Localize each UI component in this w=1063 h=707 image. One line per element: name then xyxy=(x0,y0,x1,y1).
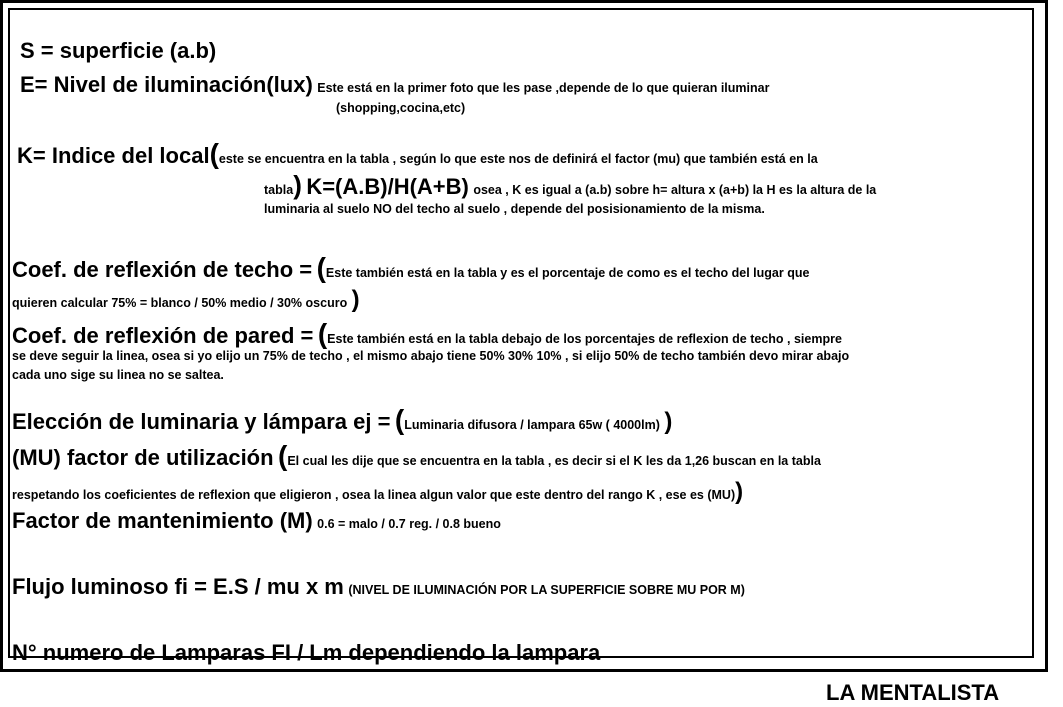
indice-formula-note: osea , K es igual a (a.b) sobre h= altura x (a+b) la H es la altura de la xyxy=(473,183,877,197)
line-factor-utilizacion xyxy=(12,440,821,472)
coef-pared-paren-open: ( xyxy=(317,318,328,349)
coef-pared-note-3: cada uno sige su linea no se saltea. xyxy=(12,368,224,382)
eleccion-luminaria-label: Elección de luminaria y lámpara ej = xyxy=(12,409,391,434)
mu-paren-open: ( xyxy=(278,440,288,471)
coef-pared-note: Este también está en la tabla debajo de los porcentajes de reflexion de techo , siempre xyxy=(327,332,842,346)
nivel-iluminacion-label: E= Nivel de iluminación(lux) xyxy=(20,72,313,97)
indice-local-note: este se encuentra en la tabla , según lo que este nos de definirá el factor (mu) que también está en la xyxy=(218,152,818,166)
coef-techo-paren-close: ) xyxy=(351,286,360,313)
line-nivel-iluminacion xyxy=(20,72,769,98)
eleccion-paren-close: ) xyxy=(664,408,673,435)
nivel-iluminacion-note: Este está en la primer foto que les pase ,depende de lo que quieran iluminar xyxy=(317,81,770,95)
coef-techo-paren-open: ( xyxy=(316,252,326,283)
superficie-label: S = superficie (a.b) xyxy=(20,38,217,63)
line-superficie xyxy=(20,38,216,64)
indice-note-tabla: tabla xyxy=(264,183,294,197)
indice-formula: K=(A.B)/H(A+B) xyxy=(306,174,469,199)
coef-techo-note: Este también está en la tabla y es el porcentaje de como es el techo del lugar que xyxy=(325,266,810,280)
indice-local-note-3: luminaria al suelo NO del techo al suelo , depende del posisionamiento de la misma. xyxy=(264,202,765,216)
line-indice-local xyxy=(17,138,818,170)
line-coef-pared xyxy=(12,318,842,350)
line-flujo-luminoso xyxy=(12,574,745,600)
indice-local-line-2 xyxy=(264,170,876,201)
mu-paren-close: ) xyxy=(735,478,744,505)
factor-mantenimiento-note: 0.6 = malo / 0.7 reg. / 0.8 bueno xyxy=(317,517,501,531)
line-factor-mantenimiento xyxy=(12,508,501,534)
flujo-luminoso-label: Flujo luminoso fi = E.S / mu x m xyxy=(12,574,344,599)
coef-pared-note-2: se deve seguir la linea, osea si yo elijo un 75% de techo , el mismo abajo tiene 50% 30% 10% , si elijo 50% de techo también devo mirar abajo xyxy=(12,349,850,363)
indice-local-label: K= Indice del local xyxy=(17,143,210,168)
line-numero-lamparas xyxy=(12,640,600,666)
coef-techo-label: Coef. de reflexión de techo = xyxy=(12,257,313,282)
eleccion-note: Luminaria difusora / lampara 65w ( 4000lm) xyxy=(404,418,660,432)
factor-utilizacion-label: (MU) factor de utilización xyxy=(12,445,274,470)
coef-techo-note-2: quieren calcular 75% = blanco / 50% medio / 30% oscuro xyxy=(12,296,348,310)
mu-line-2 xyxy=(12,478,743,506)
coef-pared-label: Coef. de reflexión de pared = xyxy=(12,323,314,348)
mu-note-2: respetando los coeficientes de reflexion que eligieron , osea la linea algun valor que este dentro del rango K , ese es (MU) xyxy=(12,488,736,502)
numero-lamparas-label: N° numero de Lamparas FI / Lm dependiendo la lampara xyxy=(12,640,601,665)
flujo-luminoso-note: (NIVEL DE ILUMINACIÓN POR LA SUPERFICIE SOBRE MU POR M) xyxy=(348,583,745,597)
coef-techo-line-2 xyxy=(12,286,360,314)
indice-paren-open: ( xyxy=(209,138,219,169)
factor-mantenimiento-label: Factor de mantenimiento (M) xyxy=(12,508,313,533)
line-coef-techo xyxy=(12,252,809,284)
eleccion-paren-open: ( xyxy=(394,404,405,435)
mu-note: El cual les dije que se encuentra en la tabla , es decir si el K les da 1,26 buscan en la tabla xyxy=(287,454,821,468)
signature: LA MENTALISTA xyxy=(826,680,1000,705)
nivel-iluminacion-note-2: (shopping,cocina,etc) xyxy=(336,101,466,115)
indice-paren-close: ) xyxy=(293,170,302,200)
line-eleccion-luminaria xyxy=(12,404,672,436)
